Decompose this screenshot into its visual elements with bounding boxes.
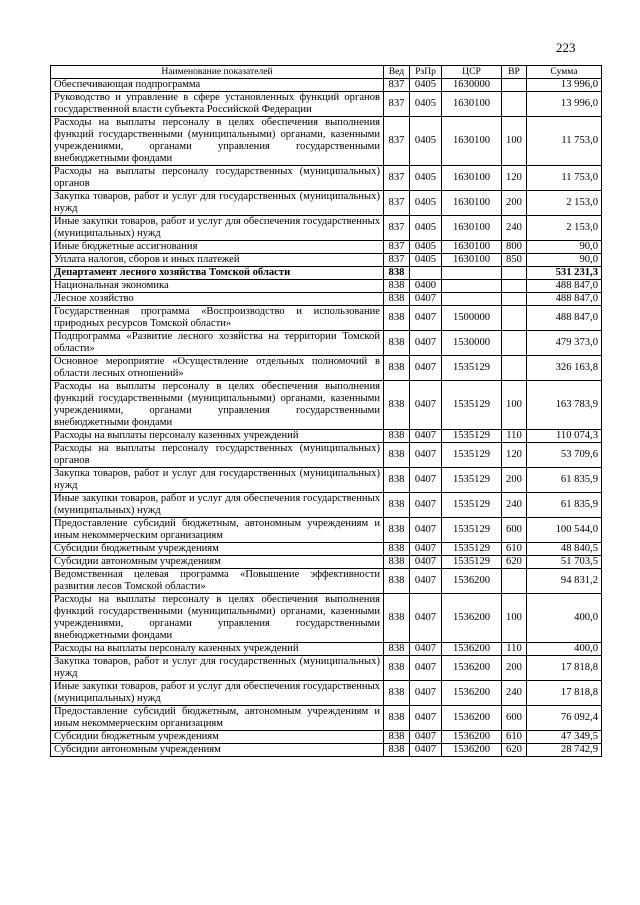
table-row [51, 556, 602, 569]
row-sum: 100 544,0 [527, 518, 602, 543]
table-row [51, 216, 602, 241]
row-csr: 1535129 [442, 443, 502, 468]
row-name: Субсидии автономным учреждениям [51, 744, 384, 757]
row-sum: 17 818,8 [527, 656, 602, 681]
row-csr: 1630100 [442, 117, 502, 166]
row-rzpr: 0407 [410, 443, 442, 468]
row-ved: 838 [384, 706, 410, 731]
row-name: Основное мероприятие «Осуществление отдельных полномочий в области лесных отношений» [51, 356, 384, 381]
row-sum: 531 231,3 [527, 267, 602, 280]
row-vr [502, 280, 527, 293]
row-name: Расходы на выплаты персоналу казенных учреждений [51, 643, 384, 656]
table-row [51, 356, 602, 381]
row-csr: 1535129 [442, 468, 502, 493]
row-rzpr: 0405 [410, 92, 442, 117]
row-vr: 600 [502, 518, 527, 543]
row-name: Руководство и управление в сфере установленных функций органов государственной власти субъекта Российской Федерации [51, 92, 384, 117]
row-vr [502, 569, 527, 594]
table-row [51, 381, 602, 430]
row-rzpr [410, 267, 442, 280]
row-vr [502, 331, 527, 356]
row-sum: 13 996,0 [527, 79, 602, 92]
row-ved: 838 [384, 493, 410, 518]
table-row [51, 706, 602, 731]
row-ved: 838 [384, 681, 410, 706]
row-csr: 1536200 [442, 569, 502, 594]
row-sum: 488 847,0 [527, 293, 602, 306]
row-rzpr: 0400 [410, 280, 442, 293]
row-name: Подпрограмма «Развитие лесного хозяйства на территории Томской области» [51, 331, 384, 356]
row-vr: 620 [502, 744, 527, 757]
row-name: Обеспечивающая подпрограмма [51, 79, 384, 92]
row-csr: 1535129 [442, 430, 502, 443]
row-vr [502, 306, 527, 331]
row-csr: 1500000 [442, 306, 502, 331]
row-ved: 838 [384, 543, 410, 556]
row-vr: 200 [502, 656, 527, 681]
row-rzpr: 0405 [410, 254, 442, 267]
row-vr [502, 267, 527, 280]
row-name: Государственная программа «Воспроизводство и использование природных ресурсов Томской области» [51, 306, 384, 331]
header-vr: ВР [502, 66, 527, 79]
row-name: Иные бюджетные ассигнования [51, 241, 384, 254]
row-csr: 1530000 [442, 331, 502, 356]
row-vr: 240 [502, 493, 527, 518]
row-sum: 94 831,2 [527, 569, 602, 594]
row-rzpr: 0405 [410, 117, 442, 166]
header-name: Наименование показателей [51, 66, 384, 79]
row-ved: 837 [384, 166, 410, 191]
row-vr: 100 [502, 381, 527, 430]
row-rzpr: 0405 [410, 241, 442, 254]
table-row [51, 643, 602, 656]
row-sum: 61 835,9 [527, 468, 602, 493]
header-ved: Вед [384, 66, 410, 79]
row-sum: 51 703,5 [527, 556, 602, 569]
table-row [51, 594, 602, 643]
row-csr: 1535129 [442, 518, 502, 543]
row-rzpr: 0405 [410, 166, 442, 191]
table-row [51, 331, 602, 356]
row-sum: 76 092,4 [527, 706, 602, 731]
row-ved: 838 [384, 556, 410, 569]
row-name: Предоставление субсидий бюджетным, автономным учреждениям и иным некоммерческим организациям [51, 518, 384, 543]
row-name: Иные закупки товаров, работ и услуг для обеспечения государственных (муниципальных) нужд [51, 216, 384, 241]
table-row [51, 254, 602, 267]
table-row [51, 191, 602, 216]
row-rzpr: 0407 [410, 543, 442, 556]
row-sum: 326 163,8 [527, 356, 602, 381]
row-sum: 11 753,0 [527, 117, 602, 166]
row-name: Закупка товаров, работ и услуг для государственных (муниципальных) нужд [51, 468, 384, 493]
table-row [51, 468, 602, 493]
table-row [51, 656, 602, 681]
row-name: Иные закупки товаров, работ и услуг для обеспечения государственных (муниципальных) нужд [51, 493, 384, 518]
row-rzpr: 0407 [410, 706, 442, 731]
row-name: Расходы на выплаты персоналу в целях обеспечения выполнения функций государственными (муниципальными) органами, казенными учреждениями, органами управления государственными внебюджетными фондами [51, 381, 384, 430]
row-vr: 200 [502, 191, 527, 216]
row-name: Расходы на выплаты персоналу государственных (муниципальных) органов [51, 166, 384, 191]
row-vr: 110 [502, 430, 527, 443]
row-ved: 838 [384, 306, 410, 331]
table-row [51, 681, 602, 706]
row-rzpr: 0407 [410, 656, 442, 681]
row-rzpr: 0407 [410, 594, 442, 643]
row-sum: 17 818,8 [527, 681, 602, 706]
row-rzpr: 0405 [410, 191, 442, 216]
row-name: Лесное хозяйство [51, 293, 384, 306]
row-vr: 100 [502, 594, 527, 643]
row-ved: 838 [384, 731, 410, 744]
table-body [51, 79, 602, 757]
row-ved: 837 [384, 216, 410, 241]
row-sum: 61 835,9 [527, 493, 602, 518]
row-name: Расходы на выплаты персоналу в целях обеспечения выполнения функций государственными (муниципальными) органами, казенными учреждениями, органами управления государственными внебюджетными фондами [51, 594, 384, 643]
row-csr: 1630100 [442, 191, 502, 216]
row-ved: 838 [384, 280, 410, 293]
row-sum: 13 996,0 [527, 92, 602, 117]
row-csr: 1535129 [442, 381, 502, 430]
row-name: Расходы на выплаты персоналу государственных (муниципальных) органов [51, 443, 384, 468]
row-name: Уплата налогов, сборов и иных платежей [51, 254, 384, 267]
row-rzpr: 0407 [410, 569, 442, 594]
table-row [51, 744, 602, 757]
table-row [51, 518, 602, 543]
row-name: Расходы на выплаты персоналу в целях обеспечения выполнения функций государственными (муниципальными) органами, казенными учреждениями, органами управления государственными внебюджетными фондами [51, 117, 384, 166]
row-csr: 1535129 [442, 556, 502, 569]
row-rzpr: 0407 [410, 731, 442, 744]
row-ved: 838 [384, 331, 410, 356]
row-rzpr: 0407 [410, 518, 442, 543]
row-sum: 28 742,9 [527, 744, 602, 757]
row-ved: 838 [384, 356, 410, 381]
row-vr: 600 [502, 706, 527, 731]
row-vr: 120 [502, 443, 527, 468]
row-rzpr: 0407 [410, 356, 442, 381]
row-rzpr: 0407 [410, 493, 442, 518]
row-ved: 837 [384, 92, 410, 117]
table-row [51, 569, 602, 594]
row-ved: 837 [384, 254, 410, 267]
row-sum: 47 349,5 [527, 731, 602, 744]
row-rzpr: 0407 [410, 331, 442, 356]
row-sum: 90,0 [527, 241, 602, 254]
row-rzpr: 0405 [410, 79, 442, 92]
table-row [51, 241, 602, 254]
header-rzpr: РзПр [410, 66, 442, 79]
row-sum: 400,0 [527, 643, 602, 656]
row-ved: 838 [384, 443, 410, 468]
row-rzpr: 0407 [410, 381, 442, 430]
row-sum: 400,0 [527, 594, 602, 643]
table-row [51, 117, 602, 166]
table-row [51, 731, 602, 744]
row-rzpr: 0407 [410, 293, 442, 306]
row-csr: 1536200 [442, 643, 502, 656]
header-csr: ЦСР [442, 66, 502, 79]
row-ved: 838 [384, 518, 410, 543]
row-csr: 1535129 [442, 356, 502, 381]
row-name: Субсидии бюджетным учреждениям [51, 543, 384, 556]
row-vr: 200 [502, 468, 527, 493]
header-sum: Сумма [527, 66, 602, 79]
row-csr: 1536200 [442, 706, 502, 731]
row-ved: 838 [384, 430, 410, 443]
row-csr [442, 267, 502, 280]
row-name: Ведомственная целевая программа «Повышение эффективности развития лесов Томской области» [51, 569, 384, 594]
page-number: 223 [556, 40, 576, 55]
row-csr: 1536200 [442, 656, 502, 681]
row-name: Департамент лесного хозяйства Томской области [51, 267, 384, 280]
table-row [51, 280, 602, 293]
row-sum: 2 153,0 [527, 191, 602, 216]
row-csr: 1536200 [442, 594, 502, 643]
row-ved: 838 [384, 293, 410, 306]
row-ved: 838 [384, 569, 410, 594]
row-ved: 838 [384, 381, 410, 430]
row-vr [502, 356, 527, 381]
row-csr: 1535129 [442, 543, 502, 556]
row-csr: 1536200 [442, 744, 502, 757]
row-vr: 610 [502, 543, 527, 556]
row-sum: 110 074,3 [527, 430, 602, 443]
table-row [51, 166, 602, 191]
row-rzpr: 0407 [410, 306, 442, 331]
row-sum: 48 840,5 [527, 543, 602, 556]
row-csr: 1630100 [442, 166, 502, 191]
row-rzpr: 0407 [410, 744, 442, 757]
row-ved: 838 [384, 643, 410, 656]
table-row [51, 293, 602, 306]
row-vr: 100 [502, 117, 527, 166]
row-ved: 838 [384, 744, 410, 757]
row-vr: 610 [502, 731, 527, 744]
row-vr: 110 [502, 643, 527, 656]
row-sum: 11 753,0 [527, 166, 602, 191]
row-sum: 479 373,0 [527, 331, 602, 356]
row-rzpr: 0407 [410, 681, 442, 706]
budget-table [50, 65, 602, 757]
table-row [51, 79, 602, 92]
row-csr: 1630100 [442, 254, 502, 267]
row-sum: 53 709,6 [527, 443, 602, 468]
row-rzpr: 0405 [410, 216, 442, 241]
row-sum: 488 847,0 [527, 306, 602, 331]
row-vr: 240 [502, 681, 527, 706]
row-name: Национальная экономика [51, 280, 384, 293]
row-sum: 488 847,0 [527, 280, 602, 293]
row-rzpr: 0407 [410, 468, 442, 493]
row-sum: 2 153,0 [527, 216, 602, 241]
table-row [51, 443, 602, 468]
row-name: Закупка товаров, работ и услуг для государственных (муниципальных) нужд [51, 191, 384, 216]
row-vr: 850 [502, 254, 527, 267]
row-csr: 1630000 [442, 79, 502, 92]
row-csr: 1630100 [442, 216, 502, 241]
row-sum: 163 783,9 [527, 381, 602, 430]
row-rzpr: 0407 [410, 430, 442, 443]
row-name: Иные закупки товаров, работ и услуг для обеспечения государственных (муниципальных) нужд [51, 681, 384, 706]
table-row [51, 543, 602, 556]
row-name: Предоставление субсидий бюджетным, автономным учреждениям и иным некоммерческим организациям [51, 706, 384, 731]
row-rzpr: 0407 [410, 643, 442, 656]
row-vr [502, 293, 527, 306]
row-ved: 838 [384, 594, 410, 643]
table-row [51, 267, 602, 280]
row-rzpr: 0407 [410, 556, 442, 569]
row-csr: 1536200 [442, 681, 502, 706]
row-vr: 120 [502, 166, 527, 191]
row-ved: 837 [384, 117, 410, 166]
row-ved: 837 [384, 79, 410, 92]
row-sum: 90,0 [527, 254, 602, 267]
row-ved: 837 [384, 241, 410, 254]
row-ved: 837 [384, 191, 410, 216]
row-name: Расходы на выплаты персоналу казенных учреждений [51, 430, 384, 443]
row-csr [442, 280, 502, 293]
row-csr: 1630100 [442, 241, 502, 254]
row-csr: 1630100 [442, 92, 502, 117]
table-row [51, 430, 602, 443]
row-ved: 838 [384, 468, 410, 493]
row-name: Субсидии автономным учреждениям [51, 556, 384, 569]
row-ved: 838 [384, 267, 410, 280]
row-ved: 838 [384, 656, 410, 681]
row-vr: 620 [502, 556, 527, 569]
table-header-row [51, 66, 602, 79]
table-row [51, 306, 602, 331]
table-row [51, 92, 602, 117]
row-name: Закупка товаров, работ и услуг для государственных (муниципальных) нужд [51, 656, 384, 681]
row-vr: 240 [502, 216, 527, 241]
row-name: Субсидии бюджетным учреждениям [51, 731, 384, 744]
row-csr: 1536200 [442, 731, 502, 744]
row-vr [502, 92, 527, 117]
row-vr [502, 79, 527, 92]
row-csr [442, 293, 502, 306]
row-vr: 800 [502, 241, 527, 254]
row-csr: 1535129 [442, 493, 502, 518]
table-row [51, 493, 602, 518]
